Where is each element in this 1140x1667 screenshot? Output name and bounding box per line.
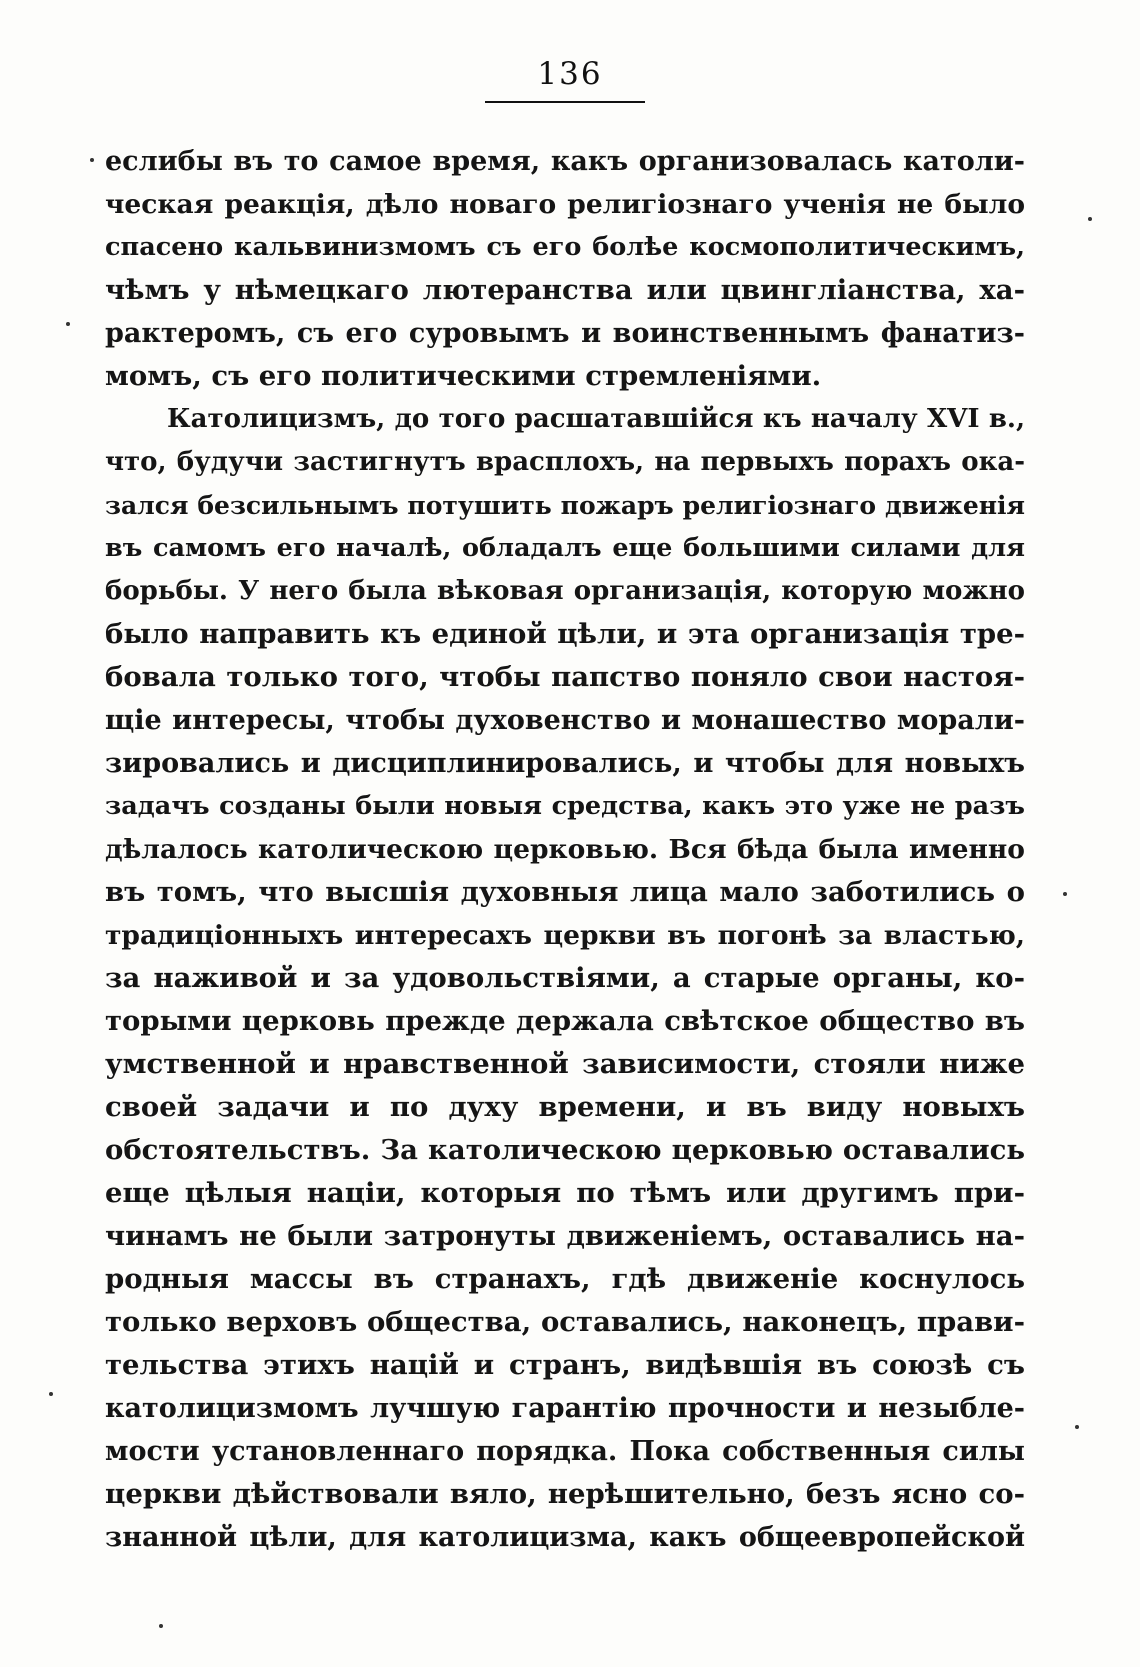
text-line: обстоятельствъ. За католическою церковью оставались <box>105 1134 1025 1166</box>
scan-speck <box>1063 892 1067 896</box>
paragraph-2 <box>105 398 1025 1559</box>
text-line: задачъ созданы были новыя средства, какъ это уже не разъ <box>105 791 1025 821</box>
body-text <box>105 140 1025 1559</box>
text-line: борьбы. У него была вѣковая организація, которую можно <box>105 576 1025 606</box>
text-line: торыми церковь прежде держала свѣтское общество въ <box>105 1005 1025 1037</box>
text-line: знанной цѣли, для католицизма, какъ общеевропейской <box>105 1522 1025 1553</box>
text-line: дѣлалось католическою церковью. Вся бѣда была именно <box>105 834 1025 865</box>
text-line: ческая реакція, дѣло новаго религіознаго ученія не было <box>105 189 1025 220</box>
text-line: Католицизмъ, до того расшатавшійся къ началу XVI в., <box>167 404 1025 434</box>
scan-speck <box>90 158 94 162</box>
scan-speck <box>1075 1425 1079 1429</box>
text-line: въ томъ, что высшія духовныя лица мало заботились о <box>105 876 1025 908</box>
text-line: въ самомъ его началѣ, обладалъ еще большими силами для <box>105 533 1025 563</box>
text-line: тельства этихъ націй и странъ, видѣвшія въ союзѣ съ <box>105 1349 1025 1381</box>
text-line: еслибы въ то самое время, какъ организовалась католи- <box>105 146 1025 177</box>
text-line: еще цѣлыя націи, которыя по тѣмъ или другимъ при- <box>105 1177 1025 1209</box>
text-line: чинамъ не были затронуты движеніемъ, оставались на- <box>105 1220 1025 1252</box>
text-line: родныя массы въ странахъ, гдѣ движеніе коснулось <box>105 1263 1025 1295</box>
text-line: только верховъ общества, оставались, наконецъ, прави- <box>105 1306 1025 1338</box>
text-line: церкви дѣйствовали вяло, нерѣшительно, безъ ясно со- <box>105 1478 1025 1510</box>
text-line: за наживой и за удовольствіями, а старые органы, ко- <box>105 962 1025 994</box>
text-line: своей задачи и по духу времени, и въ виду новыхъ <box>105 1091 1025 1123</box>
page-number: 136 <box>537 56 603 92</box>
scan-speck <box>66 322 70 326</box>
text-line: момъ, съ его политическими стремленіями. <box>105 360 822 392</box>
text-line: католицизмомъ лучшую гарантію прочности и незыбле- <box>105 1393 1025 1424</box>
text-line: зировались и дисциплинировались, и чтобы для новыхъ <box>105 748 1025 779</box>
scan-speck <box>159 1624 163 1628</box>
scan-speck <box>1088 217 1092 221</box>
text-line: умственной и нравственной зависимости, стояли ниже <box>105 1048 1025 1080</box>
text-line: традиціонныхъ интересахъ церкви въ погонѣ за властью, <box>105 920 1025 951</box>
text-line: щіе интересы, чтобы духовенство и монашество морали- <box>105 705 1025 736</box>
paragraph-1 <box>105 140 1025 398</box>
text-line: спасено кальвинизмомъ съ его болѣе космополитическимъ, <box>105 232 1025 262</box>
text-line: было направить къ единой цѣли, и эта организація тре- <box>105 618 1025 650</box>
scan-speck <box>49 1392 53 1396</box>
text-line: чѣмъ у нѣмецкаго лютеранства или цвингліанства, ха- <box>105 274 1025 306</box>
text-line: мости установленнаго порядка. Пока собственныя силы <box>105 1436 1025 1467</box>
text-line: что, будучи застигнутъ врасплохъ, на первыхъ порахъ ока- <box>105 447 1025 477</box>
text-line: зался безсильнымъ потушить пожаръ религіознаго движенія <box>105 491 1025 520</box>
text-line: рактеромъ, съ его суровымъ и воинственнымъ фанатиз- <box>105 318 1025 349</box>
page-number-rule <box>485 101 645 103</box>
text-line: бовала только того, чтобы папство поняло свои настоя- <box>105 661 1025 693</box>
